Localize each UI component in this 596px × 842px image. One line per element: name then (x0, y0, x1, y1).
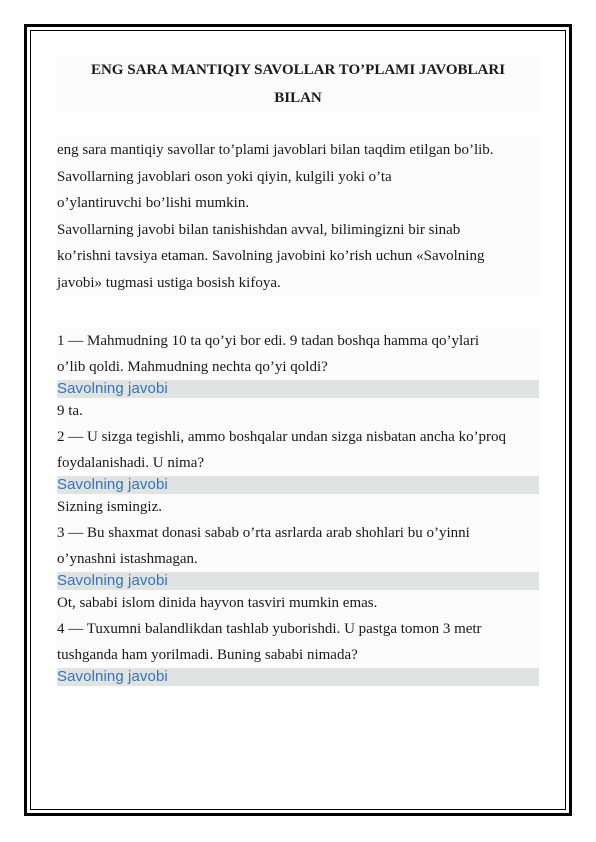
intro-line: ko’rishni tavsiya etaman. Savolning javobini ko’rish uchun «Savolning (57, 248, 485, 264)
intro-line: javobi» tugmasi ustiga bosish kifoya. (57, 274, 281, 291)
intro-line: o’ylantiruvchi bo’lishi mumkin. (57, 195, 250, 211)
intro-line: Savollarning javobi bilan tanishishdan avval, bilimingizni bir sinab (57, 221, 461, 238)
question-text: tushganda ham yorilmadi. Buning sababi nimada? (57, 642, 539, 668)
question-item (57, 424, 539, 520)
question-text: o’lib qoldi. Mahmudning nechta qo’yi qoldi? (57, 354, 539, 380)
show-answer-button[interactable]: Savolning javobi (57, 380, 539, 398)
answer-text: 9 ta. (57, 398, 539, 424)
title-line-2: BILAN (274, 90, 322, 106)
intro-line: Savollarning javoblari oson yoki qiyin, kulgili yoki o’ta (57, 168, 392, 185)
page-title (57, 56, 539, 112)
question-item (57, 328, 539, 424)
intro-line: eng sara mantiqiy savollar to’plami javoblari bilan taqdim etilgan bo’lib. (57, 142, 494, 158)
question-text: 2 — U sizga tegishli, ammo boshqalar undan sizga nisbatan ancha ko’proq (57, 424, 539, 450)
title-line-1: ENG SARA MANTIQIY SAVOLLAR TO’PLAMI JAVOBLARI (90, 62, 506, 78)
question-text: 4 — Tuxumni balandlikdan tashlab yuborishdi. U pastga tomon 3 metr (57, 616, 539, 642)
answer-text: Sizning ismingiz. (57, 494, 539, 520)
intro-paragraph (57, 137, 539, 296)
questions-list (57, 328, 539, 686)
show-answer-button[interactable]: Savolning javobi (57, 668, 539, 686)
answer-text: Ot, sababi islom dinida hayvon tasviri mumkin emas. (57, 590, 539, 616)
show-answer-button[interactable]: Savolning javobi (57, 476, 539, 494)
question-item (57, 520, 539, 616)
show-answer-button[interactable]: Savolning javobi (57, 572, 539, 590)
question-text: o’ynashni istashmagan. (57, 546, 539, 572)
question-text: 3 — Bu shaxmat donasi sabab o’rta asrlarda arab shohlari bu o’yinni (57, 520, 539, 546)
question-text: 1 — Mahmudning 10 ta qo’yi bor edi. 9 tadan boshqa hamma qo’ylari (57, 328, 539, 354)
question-text: foydalanishadi. U nima? (57, 450, 539, 476)
question-item (57, 616, 539, 686)
